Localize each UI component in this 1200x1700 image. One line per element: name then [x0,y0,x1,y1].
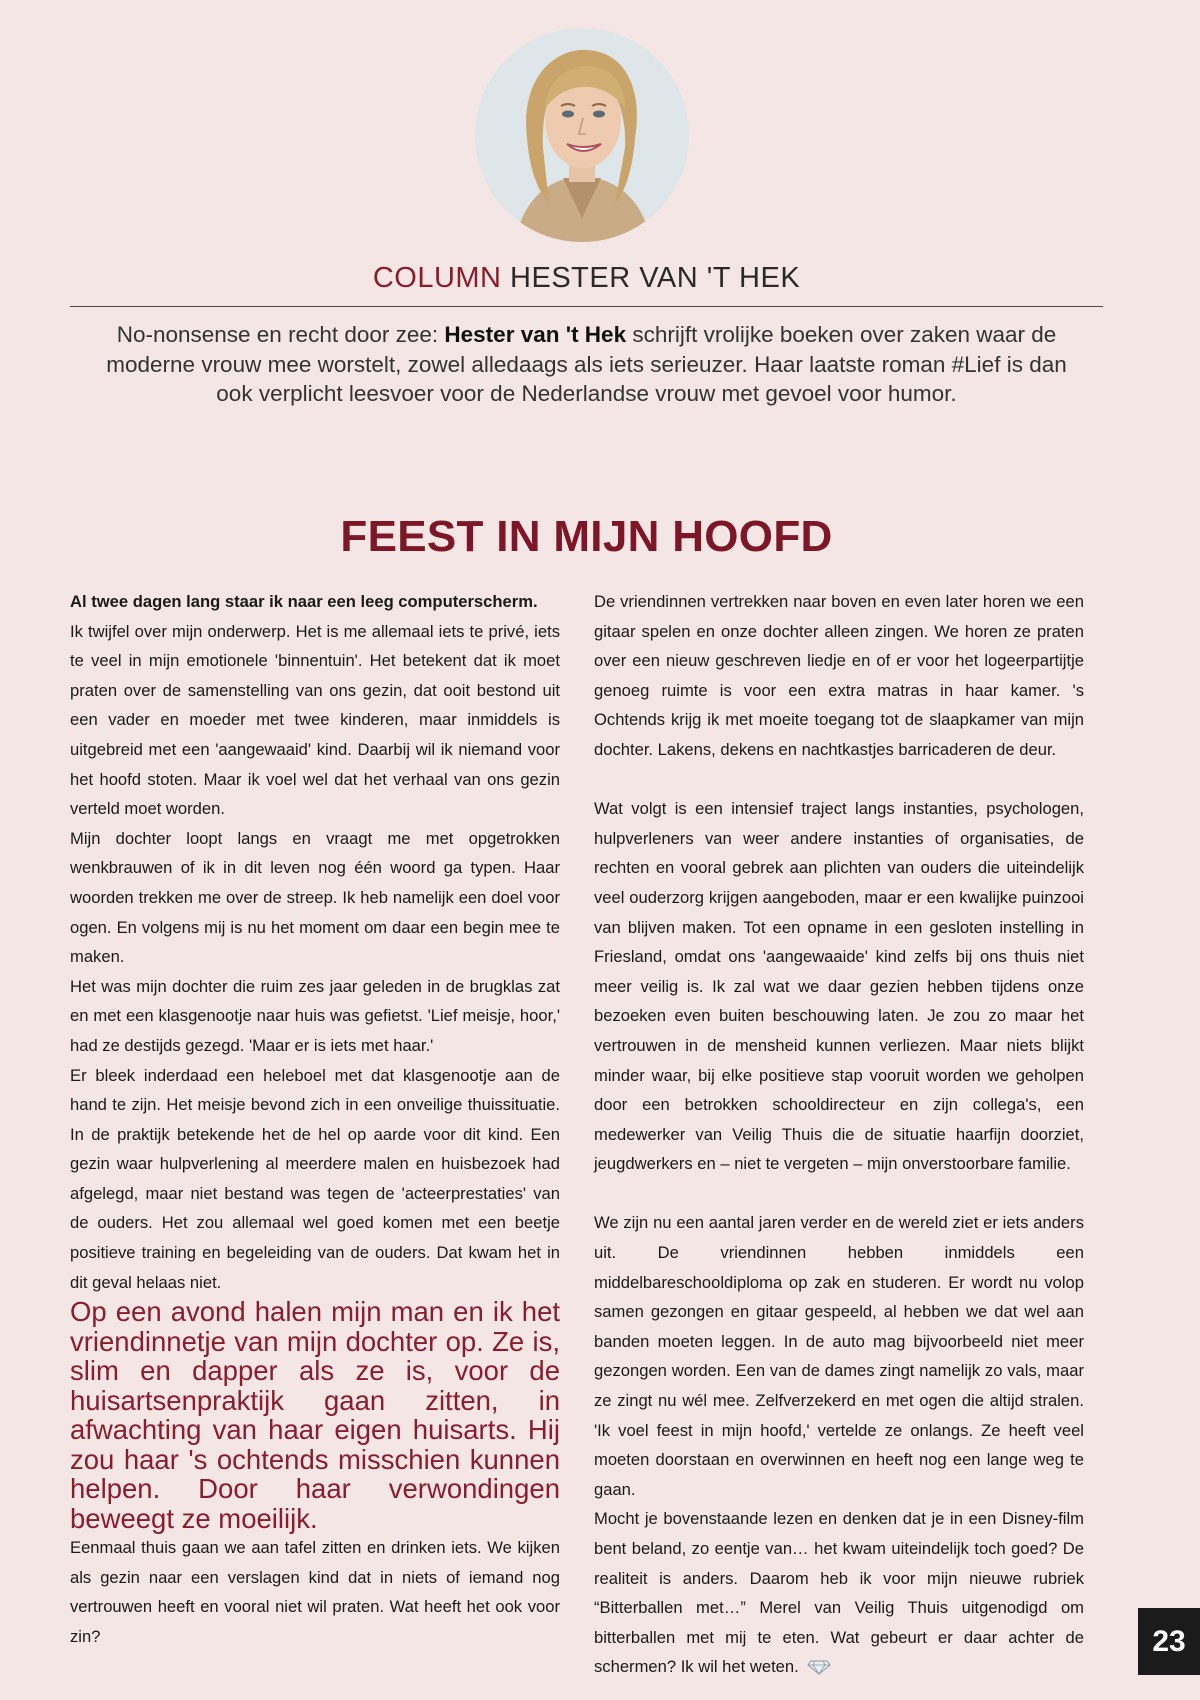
article-paragraph: Wat volgt is een intensief traject langs instanties, psychologen, hulpverleners van weer andere instanties of organisaties, de rechten en vooral gebrek aan plichten van ouders die uiteindelijk veel ouderzorg krijgen aangeboden, maar er een kwalijke puinzooi van blijven maken. Tot een opname in een gesloten instelling in Friesland, omdat ons 'aangewaaide' kind zelfs bij ons thuis niet meer veilig is. Ik zal wat we daar gezien hebben tijdens onze bezoeken even buiten beschouwing laten. Je zou zo maar het vertrouwen in de mensheid kunnen verliezen. Maar niets blijkt minder waar, bij elke positieve stap vooruit worden we geholpen door een betrokken schooldirecteur en zijn collega's, een medewerker van Veilig Thuis die de situatie haarfijn doorziet, jeugdwerkers en – niet te vergeten – mijn onverstoorbare familie. [594,799,1084,1174]
article-paragraph: Eenmaal thuis gaan we aan tafel zitten en drinken iets. We kijken als gezin naar een verslagen kind dat in niets of iemand nog vertrouwen heeft en vooral niet wil praten. Wat heeft het ook voor zin? [70,1538,560,1647]
article-closing-paragraph [594,1504,1084,1682]
article-column-left [70,587,560,1652]
header-divider [70,306,1103,307]
pull-quote: Op een avond halen mijn man en ik het vriendinnetje van mijn dochter op. Ze is, slim en dapper als ze is, voor de huisartsenpraktijk gaan zitten, in afwachting van haar eigen huisarts. Hij zou haar 's ochtends misschien kunnen helpen. Door haar verwondingen beweegt ze moeilijk. [70,1296,560,1534]
article-paragraph: Mijn dochter loopt langs en vraagt me met opgetrokken wenkbrauwen of ik in dit leven nog één woord ga typen. Haar woorden trekken me over de streep. Ik heb namelijk een doel voor ogen. En volgens mij is nu het moment om daar een begin mee te maken. [70,828,560,967]
article-paragraph: Het was mijn dochter die ruim zes jaar geleden in de brugklas zat en met een klasgenootje naar huis was gefietst. 'Lief meisje, hoor,' had ze destijds gezegd. 'Maar er is iets met haar.' [70,976,560,1055]
article-paragraph: Mocht je bovenstaande lezen en denken dat je in een Disney-film bent beland, zo eentje van… het kwam uiteindelijk toch goed? De realiteit is anders. Daarom heb ik voor mijn nieuwe rubriek “Bitterballen met…” Merel van Veilig Thuis uitgenodigd om bitterballen met mij te eten. Wat gebeurt er daar achter de schermen? Ik wil het weten. [594,1509,1084,1677]
article-lead: Al twee dagen lang staar ik naar een leeg computerscherm. [70,592,538,611]
intro-author-name: Hester van 't Hek [444,322,627,347]
portrait-illustration [475,28,689,242]
article-column-right [594,587,1084,1682]
article-paragraph: Ik twijfel over mijn onderwerp. Het is me allemaal iets te privé, iets te veel in mijn emotionele 'binnentuin'. Het betekent dat ik moet praten over de samenstelling van ons gezin, dat ooit bestond uit een vader en moeder met twee kinderen, maar inmiddels is uitgebreid met een 'aangewaaid' kind. Daarbij wil ik niemand voor het hoofd stoten. Maar ik voel wel dat het verhaal van ons gezin verteld moet worden. [70,621,560,819]
intro-after: schrijft vrolijke boeken over zaken waar de moderne vrouw mee worstelt, zowel alledaags als iets serieuzer. Haar laatste roman #Lief is dan ook verplicht leesvoer voor de Nederlandse vrouw met gevoel voor humor. [106,322,1067,406]
column-author: HESTER VAN 'T HEK [510,262,801,294]
article-title: FEEST IN MIJN HOOFD [340,512,833,561]
intro-text [90,320,1083,409]
column-label: COLUMN [372,262,502,294]
author-portrait [475,28,689,242]
page-number: 23 [1138,1608,1200,1675]
intro-before: No-nonsense en recht door zee: [116,322,445,347]
article-paragraph: We zijn nu een aantal jaren verder en de wereld ziet er iets anders uit. De vriendinnen hebben inmiddels een middelbareschooldiploma op zak en studeren. Er wordt nu volop samen gezongen en gitaar gespeeld, al hebben we dat wel aan banden moeten leggen. In de auto mag bijvoorbeeld niet meer gezongen worden. Een van de dames zingt namelijk zo vals, maar ze zingt nu wél mee. Zelfverzekerd en met ogen die altijd stralen. 'Ik voel feest in mijn hoofd,' vertelde ze onlangs. Ze heeft veel moeten doorstaan en overwinnen en heeft nog een lange weg te gaan. [594,1213,1084,1499]
article-paragraph: De vriendinnen vertrekken naar boven en even later horen we een gitaar spelen en onze dochter alleen zingen. We horen ze praten over een nieuw geschreven liedje en of er voor het logeerpartijtje genoeg ruimte is voor een extra matras in haar kamer. 's Ochtends krijg ik met moeite toegang tot de slaapkamer van mijn dochter. Lakens, dekens en nachtkastjes barricaderen de deur. [594,592,1084,759]
column-header [70,262,1103,295]
diamond-icon [807,1655,831,1673]
article-paragraph: Er bleek inderdaad een heleboel met dat klasgenootje aan de hand te zijn. Het meisje bevond zich in een onveilige thuissituatie. In de praktijk betekende het de hel op aarde voor dit kind. Een gezin waar hulpverlening al meerdere malen en huisbezoek had afgelegd, maar niet bestand was tegen de 'acteerprestaties' van de ouders. Het zou allemaal wel goed komen met een beetje positieve training en begeleiding van de ouders. Dat kwam het in dit geval helaas niet. [70,1065,560,1292]
